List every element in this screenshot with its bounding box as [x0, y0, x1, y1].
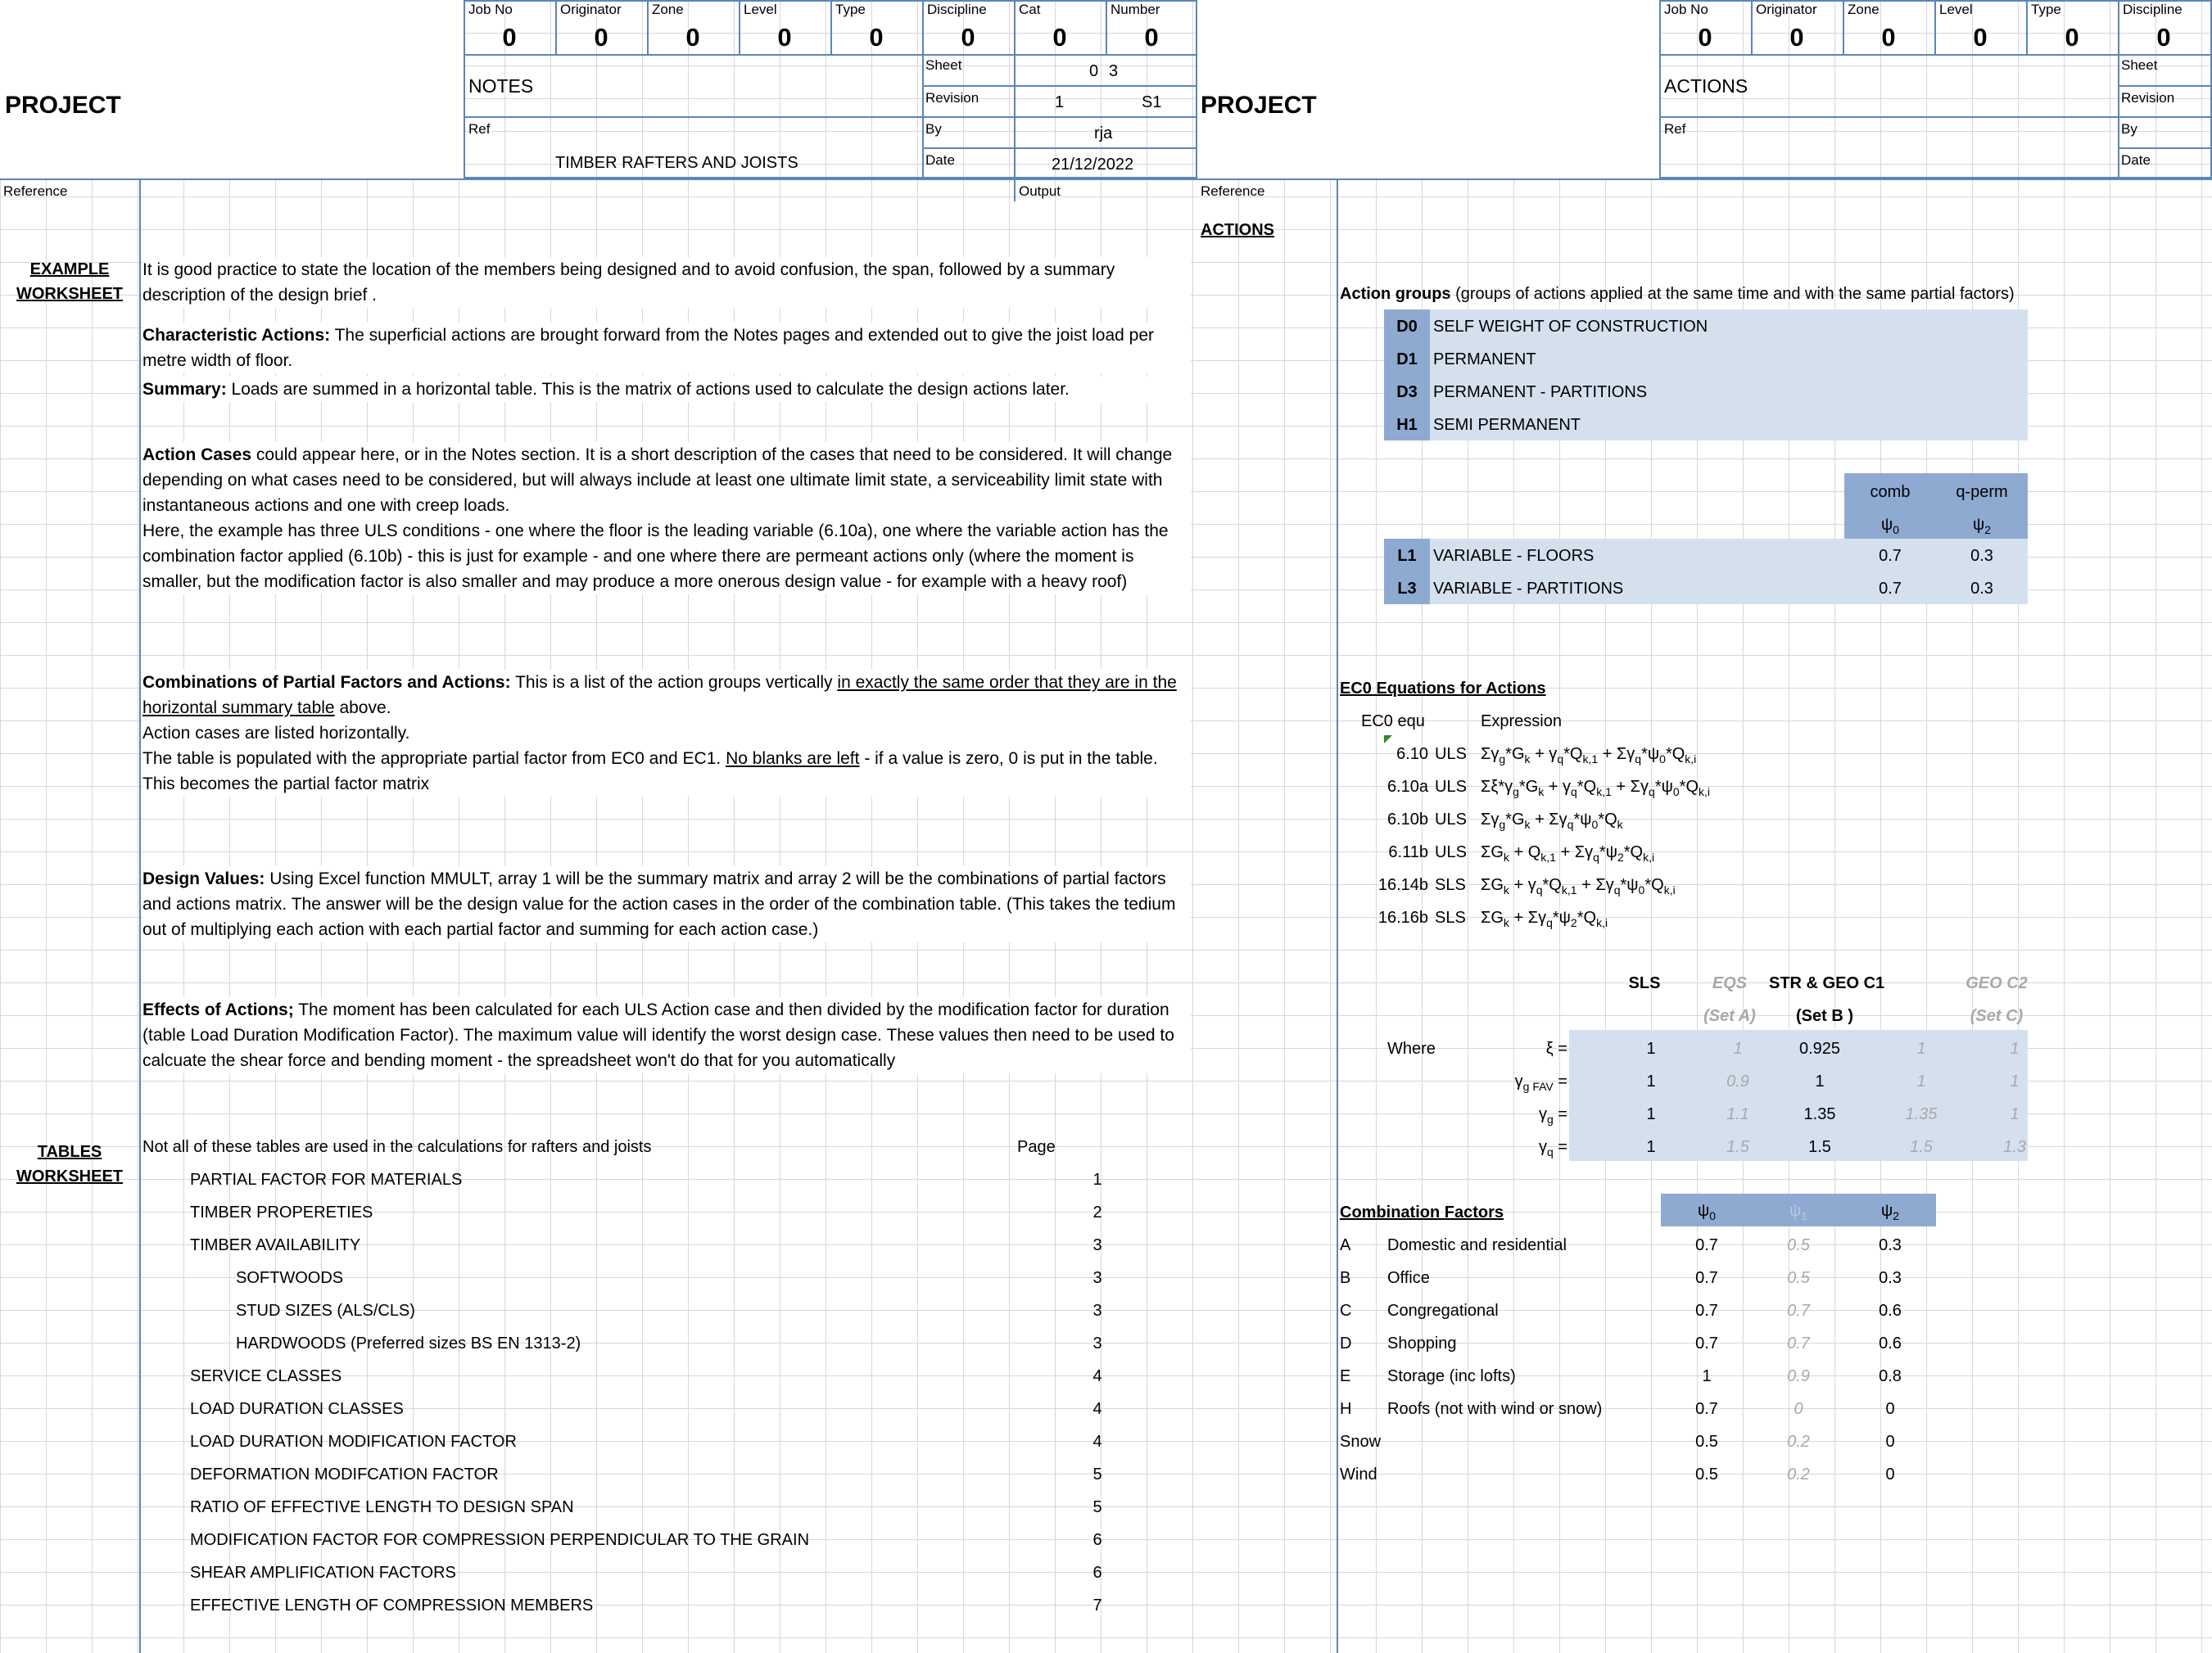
combo-psi2: 0.8	[1879, 1367, 1902, 1385]
factor-value: 1	[1916, 1040, 1926, 1058]
psi2-subscript: 2	[1984, 523, 1992, 536]
factor-symbol: $\gamma_g$ =	[1538, 1105, 1567, 1126]
factor-value: 1	[1815, 1073, 1825, 1091]
sheet-label-right: Sheet	[2121, 57, 2158, 73]
intro-text: It is good practice to state the location of the members being designed and to avoid confusion, the span, followed by a summary description of the design brief .	[142, 257, 1191, 308]
header-field-value-3: 0	[777, 23, 792, 52]
combo-key: Snow	[1340, 1433, 1382, 1451]
reference-label-right: Reference	[1201, 183, 1265, 199]
table-item-page: 4	[1092, 1367, 1102, 1385]
revision-label: Revision	[925, 90, 979, 106]
header-right-field-label-1: Originator	[1756, 2, 1817, 17]
ref-label: Ref	[468, 121, 491, 137]
table-item-page: 5	[1092, 1498, 1102, 1516]
combo-psi0: 1	[1702, 1367, 1712, 1385]
set-geo: GEO C2	[1965, 974, 2028, 992]
summary-title: Summary:	[142, 380, 227, 399]
equation-number: 6.10b	[1386, 811, 1428, 829]
combo-psi2: 0.6	[1879, 1335, 1902, 1353]
subtitle: TIMBER RAFTERS AND JOISTS	[555, 154, 798, 172]
factor-value: 1.1	[1726, 1105, 1749, 1123]
variable-name: VARIABLE - PARTITIONS	[1433, 580, 1624, 598]
combo-psi2: 0.3	[1879, 1269, 1902, 1287]
group-code: D3	[1396, 383, 1418, 401]
table-item-page: 4	[1092, 1433, 1102, 1451]
group-name: SEMI PERMANENT	[1433, 416, 1581, 434]
table-item-name: DEFORMATION MODIFCATION FACTOR	[190, 1466, 499, 1484]
combo-key: A	[1340, 1236, 1351, 1254]
action-groups-desc: (groups of actions applied at the same time and with the same partial factors)	[1450, 285, 2015, 303]
cases-para	[142, 442, 1191, 594]
combo-name: Domestic and residential	[1387, 1236, 1567, 1254]
ref-label-right: Ref	[1664, 121, 1686, 137]
header-right-field-label-0: Job No	[1664, 2, 1708, 17]
factor-value: 1.5	[1808, 1138, 1831, 1156]
combo-psi1: 0.7	[1787, 1335, 1810, 1353]
group-code: H1	[1396, 416, 1418, 434]
date-label-right: Date	[2121, 152, 2151, 168]
combo-psi2: 0.3	[1879, 1236, 1902, 1254]
group-code: D1	[1396, 350, 1418, 368]
combo-psi0-header: $\psi_0$	[1697, 1202, 1717, 1222]
equation-number: 6.11b	[1388, 843, 1428, 861]
factor-value: 1	[2010, 1105, 2020, 1123]
equation-number: 6.10	[1396, 745, 1428, 763]
by-value: rja	[1094, 124, 1113, 142]
set-sls: SLS	[1628, 974, 1661, 992]
variable-psi2: 0.3	[1970, 547, 1993, 565]
combinations-para	[142, 670, 1191, 797]
combo-name: Congregational	[1387, 1302, 1499, 1320]
equation-number: 16.16b	[1377, 909, 1428, 927]
table-item-page: 6	[1092, 1564, 1102, 1582]
table-item-page: 3	[1092, 1302, 1102, 1320]
equation-expression: $\Sigma G_k + Q_{k,1} + \Sigma\gamma_q*\psi_2*Q_{k,i}$	[1481, 843, 1655, 864]
variable-name: VARIABLE - FLOORS	[1433, 547, 1595, 565]
reference-label-left: Reference	[3, 183, 68, 199]
table-item-page: 3	[1092, 1335, 1102, 1353]
table-item-name: PARTIAL FACTOR FOR MATERIALS	[190, 1171, 463, 1189]
date-value: 21/12/2022	[1052, 156, 1134, 174]
combo-psi2: 0	[1885, 1400, 1895, 1418]
combo-psi2: 0	[1885, 1433, 1895, 1451]
header-field-value-1: 0	[594, 23, 608, 52]
sheet-label: Sheet	[925, 57, 962, 73]
group-name: SELF WEIGHT OF CONSTRUCTION	[1433, 318, 1708, 336]
where-label: Where	[1387, 1040, 1436, 1058]
table-item-name: TIMBER PROPERETIES	[190, 1204, 373, 1222]
summary-para	[142, 377, 1191, 402]
set-b: (Set B )	[1796, 1007, 1853, 1025]
equation-state: ULS	[1435, 778, 1467, 796]
header-right-field-value-2: 0	[1881, 23, 1896, 52]
table-item-name: EFFECTIVE LENGTH OF COMPRESSION MEMBERS	[190, 1597, 594, 1615]
variable-code: L1	[1397, 547, 1417, 565]
set-a: (Set A)	[1703, 1007, 1756, 1025]
combo-name: Roofs (not with wind or snow)	[1387, 1400, 1603, 1418]
table-item-page: 7	[1092, 1597, 1102, 1615]
factor-symbol: $\gamma_q$ =	[1538, 1138, 1567, 1158]
factor-value: 1	[1646, 1105, 1656, 1123]
psi2-header	[1936, 516, 2028, 536]
design-title: Design Values:	[142, 869, 265, 888]
group-code: D0	[1396, 318, 1418, 336]
factor-value: 1	[1646, 1073, 1656, 1091]
char-actions-text: The superficial actions are brought forward from the Notes pages and extended out to give the joist load per metre width of floor.	[142, 326, 1155, 370]
header-right-field-value-3: 0	[1973, 23, 1988, 52]
combo-psi1: 0	[1794, 1400, 1803, 1418]
table-item-page: 3	[1092, 1236, 1102, 1254]
combo-key: D	[1340, 1335, 1352, 1353]
action-groups-title: Action groups	[1340, 285, 1451, 303]
header-field-label-6: Cat	[1019, 2, 1041, 17]
combo-name: Storage (inc lofts)	[1387, 1367, 1516, 1385]
design-text: Using Excel function MMULT, array 1 will be the summary matrix and array 2 will be the combinations of partial factors and actions matrix. The answer will be the design value for the action cases in the order of the combination table. (This takes the tedium out of multiplying each action with each partial factor and summing for each action case.)	[142, 869, 1176, 939]
comb-text-b: above.	[334, 698, 391, 717]
combo-key: B	[1340, 1269, 1351, 1287]
variable-psi2: 0.3	[1970, 580, 1993, 598]
header-field-value-2: 0	[685, 23, 700, 52]
combo-psi2-header: $\psi_2$	[1880, 1202, 1900, 1222]
table-item-name: SERVICE CLASSES	[190, 1367, 342, 1385]
combo-psi0: 0.5	[1695, 1466, 1718, 1484]
factor-value: 1.3	[2003, 1138, 2026, 1156]
cases-text-2: Here, the example has three ULS conditions - one where the floor is the leading variable (6.10a), one where the variable action has the combination factor applied (6.10b) - this is just for example - and one where there are permeant actions only (where the moment is smaller, but the modification factor is also smaller and may produce a more onerous design value - for example with a heavy roof)	[142, 522, 1169, 591]
header-right-field-label-3: Level	[1939, 2, 1973, 17]
eq-col-1: EC0 equ	[1361, 712, 1425, 730]
qperm-label: q-perm	[1956, 483, 2008, 501]
combo-psi0: 0.7	[1695, 1269, 1718, 1287]
header-field-value-0: 0	[502, 23, 517, 52]
header-field-label-5: Discipline	[927, 2, 987, 17]
combo-psi0: 0.5	[1695, 1433, 1718, 1451]
equation-expression: $\Sigma G_k + \Sigma\gamma_q*\psi_2*Q_{k,i}$	[1481, 909, 1608, 929]
psi0-symbol: ψ	[1880, 516, 1893, 534]
header-field-value-5: 0	[961, 23, 975, 52]
psi0-header	[1844, 516, 1936, 536]
tables-label-2: WORKSHEET	[16, 1167, 123, 1186]
factor-value: 1	[1646, 1040, 1656, 1058]
cases-title: Action Cases	[142, 445, 252, 464]
factor-value: 1	[2010, 1040, 2020, 1058]
group-name: PERMANENT	[1433, 350, 1536, 368]
comb-line-3-underlined: No blanks are left	[726, 749, 860, 768]
table-item-page: 1	[1092, 1171, 1102, 1189]
project-title-right: PROJECT	[1201, 92, 1317, 119]
set-eqs: EQS	[1712, 974, 1748, 992]
header-right-field-value-1: 0	[1789, 23, 1804, 52]
table-item-name: MODIFICATION FACTOR FOR COMPRESSION PERPENDICULAR TO THE GRAIN	[190, 1531, 810, 1549]
table-item-page: 5	[1092, 1466, 1102, 1484]
header-right-field-label-4: Type	[2031, 2, 2061, 17]
equation-expression: $\Sigma G_k + \gamma_q*Q_{k,1} + \Sigma\gamma_q*\psi_0*Q_{k,i}$	[1481, 876, 1676, 897]
table-item-name: TIMBER AVAILABILITY	[190, 1236, 361, 1254]
equation-state: ULS	[1435, 843, 1467, 861]
header-right-field-value-4: 0	[2065, 23, 2079, 52]
table-item-name: RATIO OF EFFECTIVE LENGTH TO DESIGN SPAN	[190, 1498, 574, 1516]
factor-symbol: ξ =	[1545, 1040, 1567, 1058]
tables-intro: Not all of these tables are used in the calculations for rafters and joists	[142, 1138, 652, 1156]
table-item-page: 4	[1092, 1400, 1102, 1418]
effects-text: The moment has been calculated for each ULS Action case and then divided by the modification factor for duration (table Load Duration Modification Factor). The maximum value will identify the worst design case. These values then need to be used to calcuate the shear force and bending moment - the spreadsheet won't do that for you automatically	[142, 1000, 1174, 1070]
sheet-value-b: 3	[1109, 62, 1119, 80]
combo-key: C	[1340, 1302, 1352, 1320]
equation-expression: $\Sigma\xi*\gamma_g*G_k + \gamma_q*Q_{k,1} + \Sigma\gamma_q*\psi_0*Q_{k,i}$	[1481, 778, 1711, 798]
equation-number: 16.14b	[1377, 876, 1428, 894]
set-str: STR & GEO C1	[1769, 974, 1885, 992]
combo-psi1: 0.2	[1787, 1433, 1810, 1451]
comb-line-2: Action cases are listed horizontally.	[142, 724, 410, 743]
by-label: By	[925, 121, 942, 137]
comb-title: Combinations of Partial Factors and Actions:	[142, 673, 511, 692]
header-right-field-value-0: 0	[1698, 23, 1712, 52]
variable-psi0: 0.7	[1879, 580, 1902, 598]
tables-label-1: TABLES	[37, 1143, 102, 1161]
table-item-page: 2	[1092, 1204, 1102, 1222]
combo-psi0: 0.7	[1695, 1335, 1718, 1353]
factor-value: 0.9	[1726, 1073, 1749, 1091]
revision-label-right: Revision	[2121, 90, 2175, 106]
equation-expression: $\Sigma\gamma_g*G_k + \gamma_q*Q_{k,1} + \Sigma\gamma_q*\psi_0*Q_{k,i}$	[1481, 745, 1697, 766]
revision-value: 1	[1055, 93, 1065, 111]
psi2-symbol: ψ	[1972, 516, 1985, 534]
equation-state: ULS	[1435, 745, 1467, 763]
factor-value: 0.925	[1798, 1040, 1841, 1058]
factor-value: 1	[1916, 1073, 1926, 1091]
factor-value: 1.5	[1910, 1138, 1933, 1156]
psi0-subscript: 0	[1893, 523, 1900, 536]
header-field-label-3: Level	[744, 2, 777, 17]
header-right-field-label-2: Zone	[1848, 2, 1880, 17]
table-item-name: HARDWOODS (Preferred sizes BS EN 1313-2)	[236, 1335, 581, 1353]
header-field-label-7: Number	[1111, 2, 1160, 17]
date-label: Date	[925, 152, 955, 168]
factor-symbol: $\gamma_{g FAV}$ =	[1514, 1073, 1567, 1093]
action-groups-heading	[1340, 285, 2015, 304]
combo-psi1: 0.5	[1787, 1236, 1810, 1254]
sheet-value-a: 0	[1089, 62, 1099, 80]
comb-text-underlined: in exactly the same order that they are in the horizontal summary table	[142, 673, 1177, 717]
combo-psi2: 0.6	[1879, 1302, 1902, 1320]
page-label: Page	[1017, 1138, 1056, 1156]
combination-factors-title: Combination Factors	[1340, 1204, 1504, 1222]
combo-psi1: 0.9	[1787, 1367, 1810, 1385]
table-item-name: STUD SIZES (ALS/CLS)	[236, 1302, 415, 1320]
table-item-name: SOFTWOODS	[236, 1269, 344, 1287]
combo-key: Wind	[1340, 1466, 1377, 1484]
project-title-left: PROJECT	[5, 92, 121, 119]
header-field-value-7: 0	[1144, 23, 1159, 52]
combo-psi0: 0.7	[1695, 1400, 1718, 1418]
combo-psi1: 0.2	[1787, 1466, 1810, 1484]
equation-state: SLS	[1435, 876, 1466, 894]
table-item-name: LOAD DURATION MODIFICATION FACTOR	[190, 1433, 517, 1451]
factor-value: 1.5	[1726, 1138, 1749, 1156]
equation-state: ULS	[1435, 811, 1467, 829]
factor-value: 1	[1733, 1040, 1743, 1058]
header-field-value-6: 0	[1052, 23, 1067, 52]
notes-title: NOTES	[468, 75, 534, 97]
header-field-label-2: Zone	[652, 2, 684, 17]
equation-number: 6.10a	[1386, 778, 1428, 796]
header-right-field-value-5: 0	[2156, 23, 2171, 52]
effects-para	[142, 997, 1191, 1073]
factor-value: 1.35	[1803, 1105, 1836, 1123]
comb-label: comb	[1870, 483, 1911, 501]
combo-psi0: 0.7	[1695, 1236, 1718, 1254]
combo-key: E	[1340, 1367, 1351, 1385]
combo-psi1: 0.5	[1787, 1269, 1810, 1287]
output-label: Output	[1019, 183, 1061, 199]
variable-psi0: 0.7	[1879, 547, 1902, 565]
group-name: PERMANENT - PARTITIONS	[1433, 383, 1648, 401]
factor-value: 1	[2010, 1073, 2020, 1091]
set-c: (Set C)	[1970, 1007, 2024, 1025]
comb-text-a: This is a list of the action groups vertically	[510, 673, 838, 692]
combo-name: Shopping	[1387, 1335, 1457, 1353]
combo-name: Office	[1387, 1269, 1430, 1287]
combo-psi1: 0.7	[1787, 1302, 1810, 1320]
actions-title: ACTIONS	[1664, 75, 1748, 97]
factor-value: 1.35	[1905, 1105, 1938, 1123]
comb-line-3a: The table is populated with the appropriate partial factor from EC0 and EC1.	[142, 749, 726, 768]
design-values-para	[142, 866, 1191, 942]
equation-expression: $\Sigma\gamma_g*G_k + \Sigma\gamma_q*\psi_0*Q_k$	[1481, 811, 1623, 831]
table-item-page: 3	[1092, 1269, 1102, 1287]
header-field-label-4: Type	[835, 2, 866, 17]
combo-psi0: 0.7	[1695, 1302, 1718, 1320]
factor-value: 1	[1646, 1138, 1656, 1156]
summary-text: Loads are summed in a horizontal table. This is the matrix of actions used to calculate the design actions later.	[226, 380, 1070, 399]
header-field-label-1: Originator	[560, 2, 622, 17]
header-right-field-label-5: Discipline	[2123, 2, 2183, 17]
example-label-1: EXAMPLE	[29, 260, 110, 278]
effects-title: Effects of Actions;	[142, 1000, 294, 1019]
combo-key: H	[1340, 1400, 1352, 1418]
table-item-name: LOAD DURATION CLASSES	[190, 1400, 404, 1418]
variable-code: L3	[1397, 580, 1417, 598]
ec0-equations-title: EC0 Equations for Actions	[1340, 680, 1546, 698]
combo-psi1-header: $\psi_1$	[1789, 1202, 1808, 1222]
revision-code: S1	[1142, 93, 1162, 111]
char-actions-para	[142, 323, 1191, 373]
eq-col-2: Expression	[1481, 712, 1562, 730]
table-item-name: SHEAR AMPLIFICATION FACTORS	[190, 1564, 456, 1582]
cases-text: could appear here, or in the Notes section. It is a short description of the cases that need to be considered. It will change depending on what cases need to be considered, but will always include at least one ultimate limit state, a serviceability limit state with instantaneous actions and one with creep loads.	[142, 445, 1173, 515]
combo-psi2: 0	[1885, 1466, 1895, 1484]
actions-section-title: ACTIONS	[1201, 221, 1274, 239]
table-item-page: 6	[1092, 1531, 1102, 1549]
char-actions-title: Characteristic Actions:	[142, 326, 331, 345]
example-label-2: WORKSHEET	[16, 285, 123, 303]
comb-line-3b: - if a value is zero, 0 is put in the table. This becomes the partial factor matrix	[142, 749, 1158, 793]
header-field-value-4: 0	[869, 23, 884, 52]
by-label-right: By	[2121, 121, 2137, 137]
header-field-label-0: Job No	[468, 2, 513, 17]
equation-state: SLS	[1435, 909, 1466, 927]
